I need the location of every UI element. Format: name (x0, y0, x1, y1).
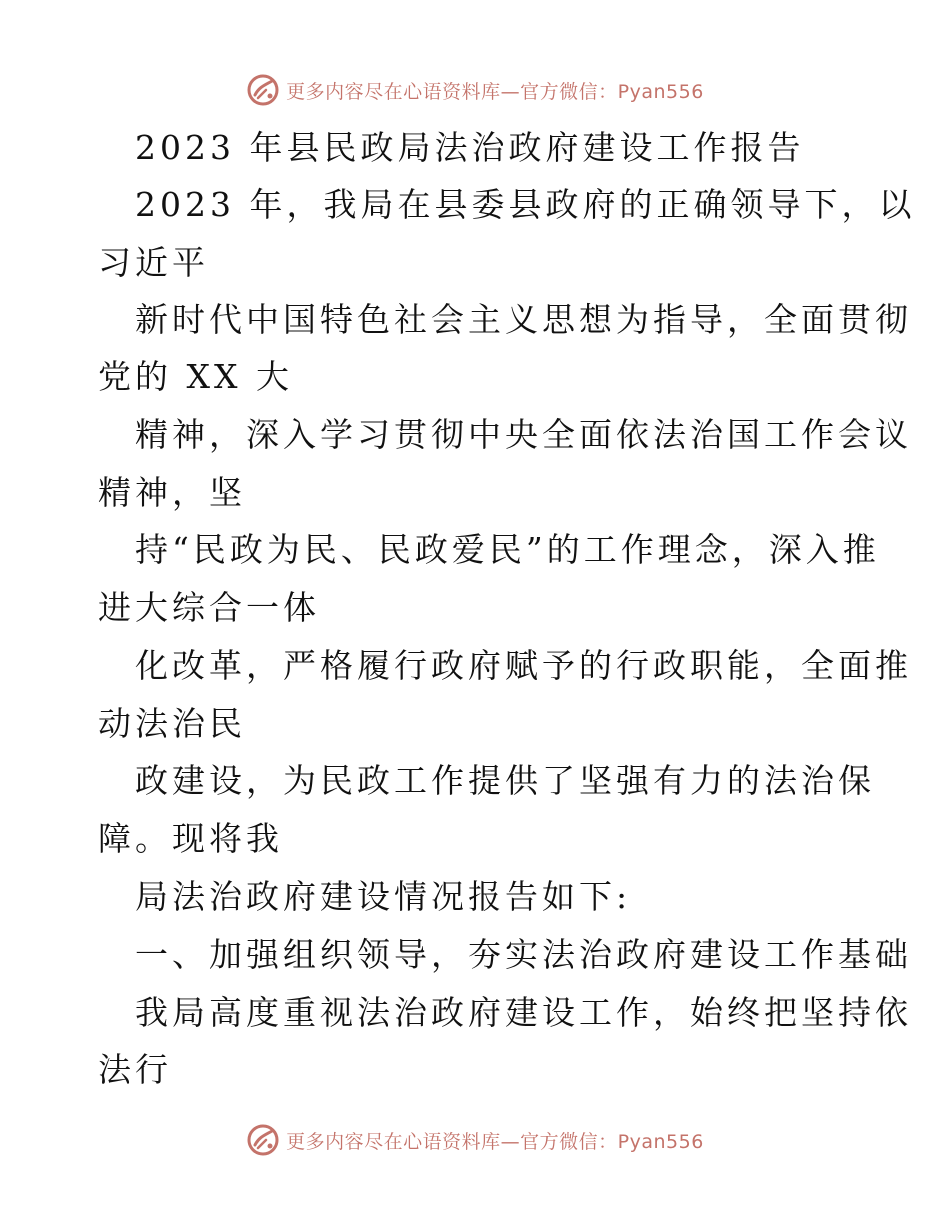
paragraph-line: 法行 (98, 1050, 172, 1089)
logo-icon (246, 73, 280, 107)
paragraph-line: 进大综合一体 (98, 588, 320, 627)
paragraph-line: 精神，深入学习贯彻中央全面依法治国工作会议 (135, 415, 912, 454)
paragraph-line: 障。现将我 (98, 819, 283, 858)
paragraph-line: 化改革，严格履行政府赋予的行政职能，全面推 (135, 646, 912, 685)
paragraph-line: 精神，坚 (98, 473, 246, 512)
watermark-text: 更多内容尽在心语资料库—官方微信：Pyan556 (286, 80, 704, 103)
watermark-banner-bottom (0, 1120, 950, 1160)
paragraph-line: 局法治政府建设情况报告如下: (135, 877, 632, 916)
paragraph-line: 我局高度重视法治政府建设工作，始终把坚持依 (135, 993, 912, 1032)
document-title: 2023 年县民政局法治政府建设工作报告 (135, 128, 805, 167)
paragraph-line: 新时代中国特色社会主义思想为指导，全面贯彻 (135, 300, 912, 339)
paragraph-line: 2023 年，我局在县委县政府的正确领导下，以 (135, 185, 916, 224)
paragraph-line: 习近平 (98, 243, 209, 282)
section-heading: 一、加强组织领导，夯实法治政府建设工作基础 (135, 935, 912, 974)
paragraph-line: 政建设，为民政工作提供了坚强有力的法治保 (135, 761, 875, 800)
paragraph-line: 动法治民 (98, 704, 246, 743)
watermark-text: 更多内容尽在心语资料库—官方微信：Pyan556 (286, 1130, 704, 1153)
watermark-banner-top (0, 70, 950, 110)
paragraph-line: 党的 XX 大 (98, 357, 293, 396)
logo-icon (246, 1123, 280, 1157)
paragraph-line: 持“民政为民、民政爱民”的工作理念，深入推 (135, 530, 880, 569)
